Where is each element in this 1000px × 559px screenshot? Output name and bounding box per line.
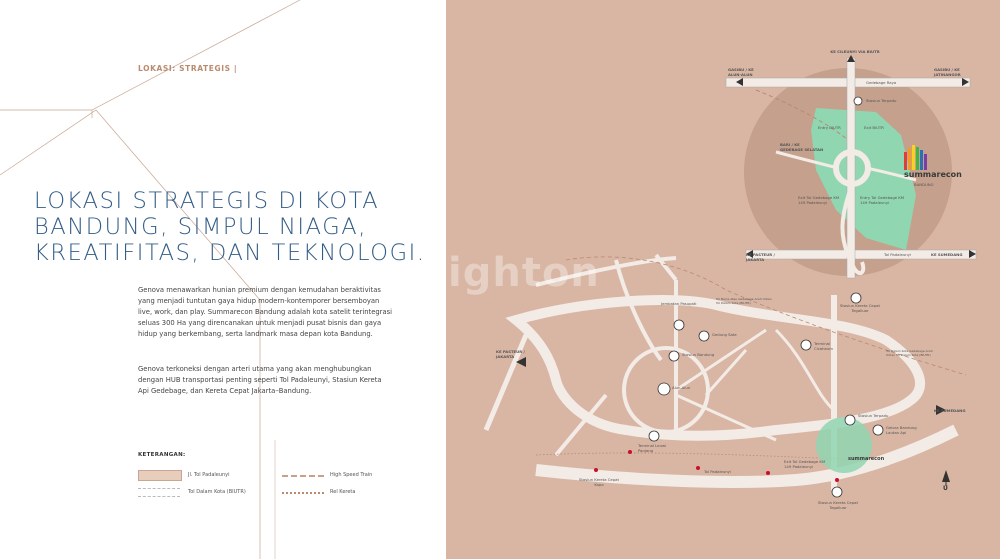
inset-brand-sub: BANDUNG — [914, 182, 934, 187]
label-jatinangor: GASIBU / KE JATINANGOR — [934, 67, 961, 77]
legend-rail-line — [282, 492, 324, 494]
label-ke-cileunyi: KE CILEUNYI VIA BIUTR — [830, 49, 880, 54]
label-main-ke-sumedang: KE SUMEDANG — [934, 408, 966, 413]
label-inset-tol: Tol Padaleunyi — [884, 252, 911, 257]
label-terminal-leuwi: Terminal Leuwi Panjang — [638, 443, 667, 453]
label-gedebage-selatan: BARI / KE GEDEBAGE SELATAN — [780, 142, 824, 152]
label-tol-dalam-kota: Tol Dalam Kota Gedebage Arah Urban Tol Dalam Kota (BIUTR) — [886, 349, 933, 357]
north-arrow-icon — [938, 468, 954, 498]
label-inset-exit-tol: Exit Tol Gedebage KM 149 Padaleunyi — [798, 195, 840, 205]
legend-hst-line — [282, 475, 324, 477]
label-gasibu: GASIBU / KE ALUN-ALUN — [728, 67, 754, 77]
label-inset-entry-tol: Entry Tol Gedebage KM 149 Padaleunyi — [860, 195, 905, 205]
north-arrow — [938, 468, 954, 502]
label-main-exit-tol: Exit Tol Gedebage KM 149 Padaleunyi — [784, 459, 826, 469]
legend-hst-label: High Speed Train — [330, 472, 373, 478]
label-main-stasiun-terpadu: Stasiun Terpadu — [858, 413, 889, 418]
legend-inner-toll-swatch — [138, 488, 180, 497]
page-headline: LOKASI STRATEGIS DI KOTA BANDUNG, SIMPUL NIAGA, KREATIFITAS, DAN TEKNOLOGI. — [34, 188, 426, 266]
label-gedebage-raya: Gedebage Raya — [866, 80, 897, 85]
left-page — [0, 0, 446, 559]
label-gelora: Gelora Bandung Lautan Api — [886, 425, 917, 435]
inset-brand-name: summarecon — [904, 170, 962, 179]
watermark-text: ighton — [448, 250, 600, 296]
label-stasiun-kopo: Stasiun Kereta Cepat Kopo — [579, 477, 619, 487]
legend-toll-label: Jl. Tol Padaleunyi — [188, 472, 230, 478]
label-jembatan-pasupati: Jembatan Pasupati — [661, 301, 697, 306]
legend-toll-swatch — [138, 470, 182, 481]
north-label: U — [943, 485, 948, 492]
label-tol-baros: Tol Baros Atau Gedebage Arah Urban Tol Dalam Kota (BIUTR) — [716, 297, 772, 305]
section-label: LOKASI: STRATEGIS | — [138, 64, 238, 73]
connectivity-paragraph: Genova terkoneksi dengan arteri utama yang akan menghubungkan dengan HUB transportasi penting seperti Tol Padaleunyi, Stasiun Kereta Api Gedebage, dan Kereta Cepat Jakarta–Bandung. — [138, 365, 382, 395]
label-inset-ke-pasteur: KE PASTEUR / JAKARTA — [746, 252, 775, 262]
intro-paragraph: Genova menawarkan hunian premium dengan kemudahan beraktivitas yang menjadi tuntutan gaya hidup modern-kontemporer bersemboyan live, work, dan play. Summarecon Bandung adalah kota satelit terintegrasi seluas 300 Ha yang direncanakan untuk menjadi pusat bisnis dan gaya hidup yang berkembang, serta landmark masa depan kota Bandung. — [138, 286, 393, 338]
label-stasiun-bandung: Stasiun Bandung — [682, 352, 715, 357]
legend-title: KETERANGAN: — [138, 452, 186, 458]
label-exit-biutr: Exit BIUTR — [864, 125, 884, 130]
main-brand-name: summarecon — [848, 456, 885, 462]
legend-rail-label: Rel Kereta — [330, 489, 356, 495]
label-inset-ke-sumedang: KE SUMEDANG — [931, 252, 963, 257]
label-main-tol: Tol Padaleunyi — [704, 469, 731, 474]
inset-road-vertical — [847, 58, 855, 278]
label-main-ke-pasteur: KE PASTEUR / JAKARTA — [496, 349, 525, 359]
label-inset-stasiun-kereta-cepat: Stasiun Kereta Cepat Tegalluar — [840, 303, 880, 313]
label-terminal-cicaheum: Terminal Cicaheum — [814, 341, 833, 351]
legend-inner-toll-label: Tol Dalam Kota (BIUTR) — [188, 489, 246, 495]
label-gedung-sate: Gedung Sate — [712, 332, 737, 337]
label-main-stasiun-tegalluar: Stasiun Kereta Cepat Tegalluar — [818, 500, 858, 510]
label-alun-alun: Alun-Alun — [672, 385, 691, 390]
label-entry-biutr: Entry BIUTR — [818, 125, 841, 130]
label-inset-stasiun-terpadu: Stasiun Terpadu — [866, 98, 897, 103]
